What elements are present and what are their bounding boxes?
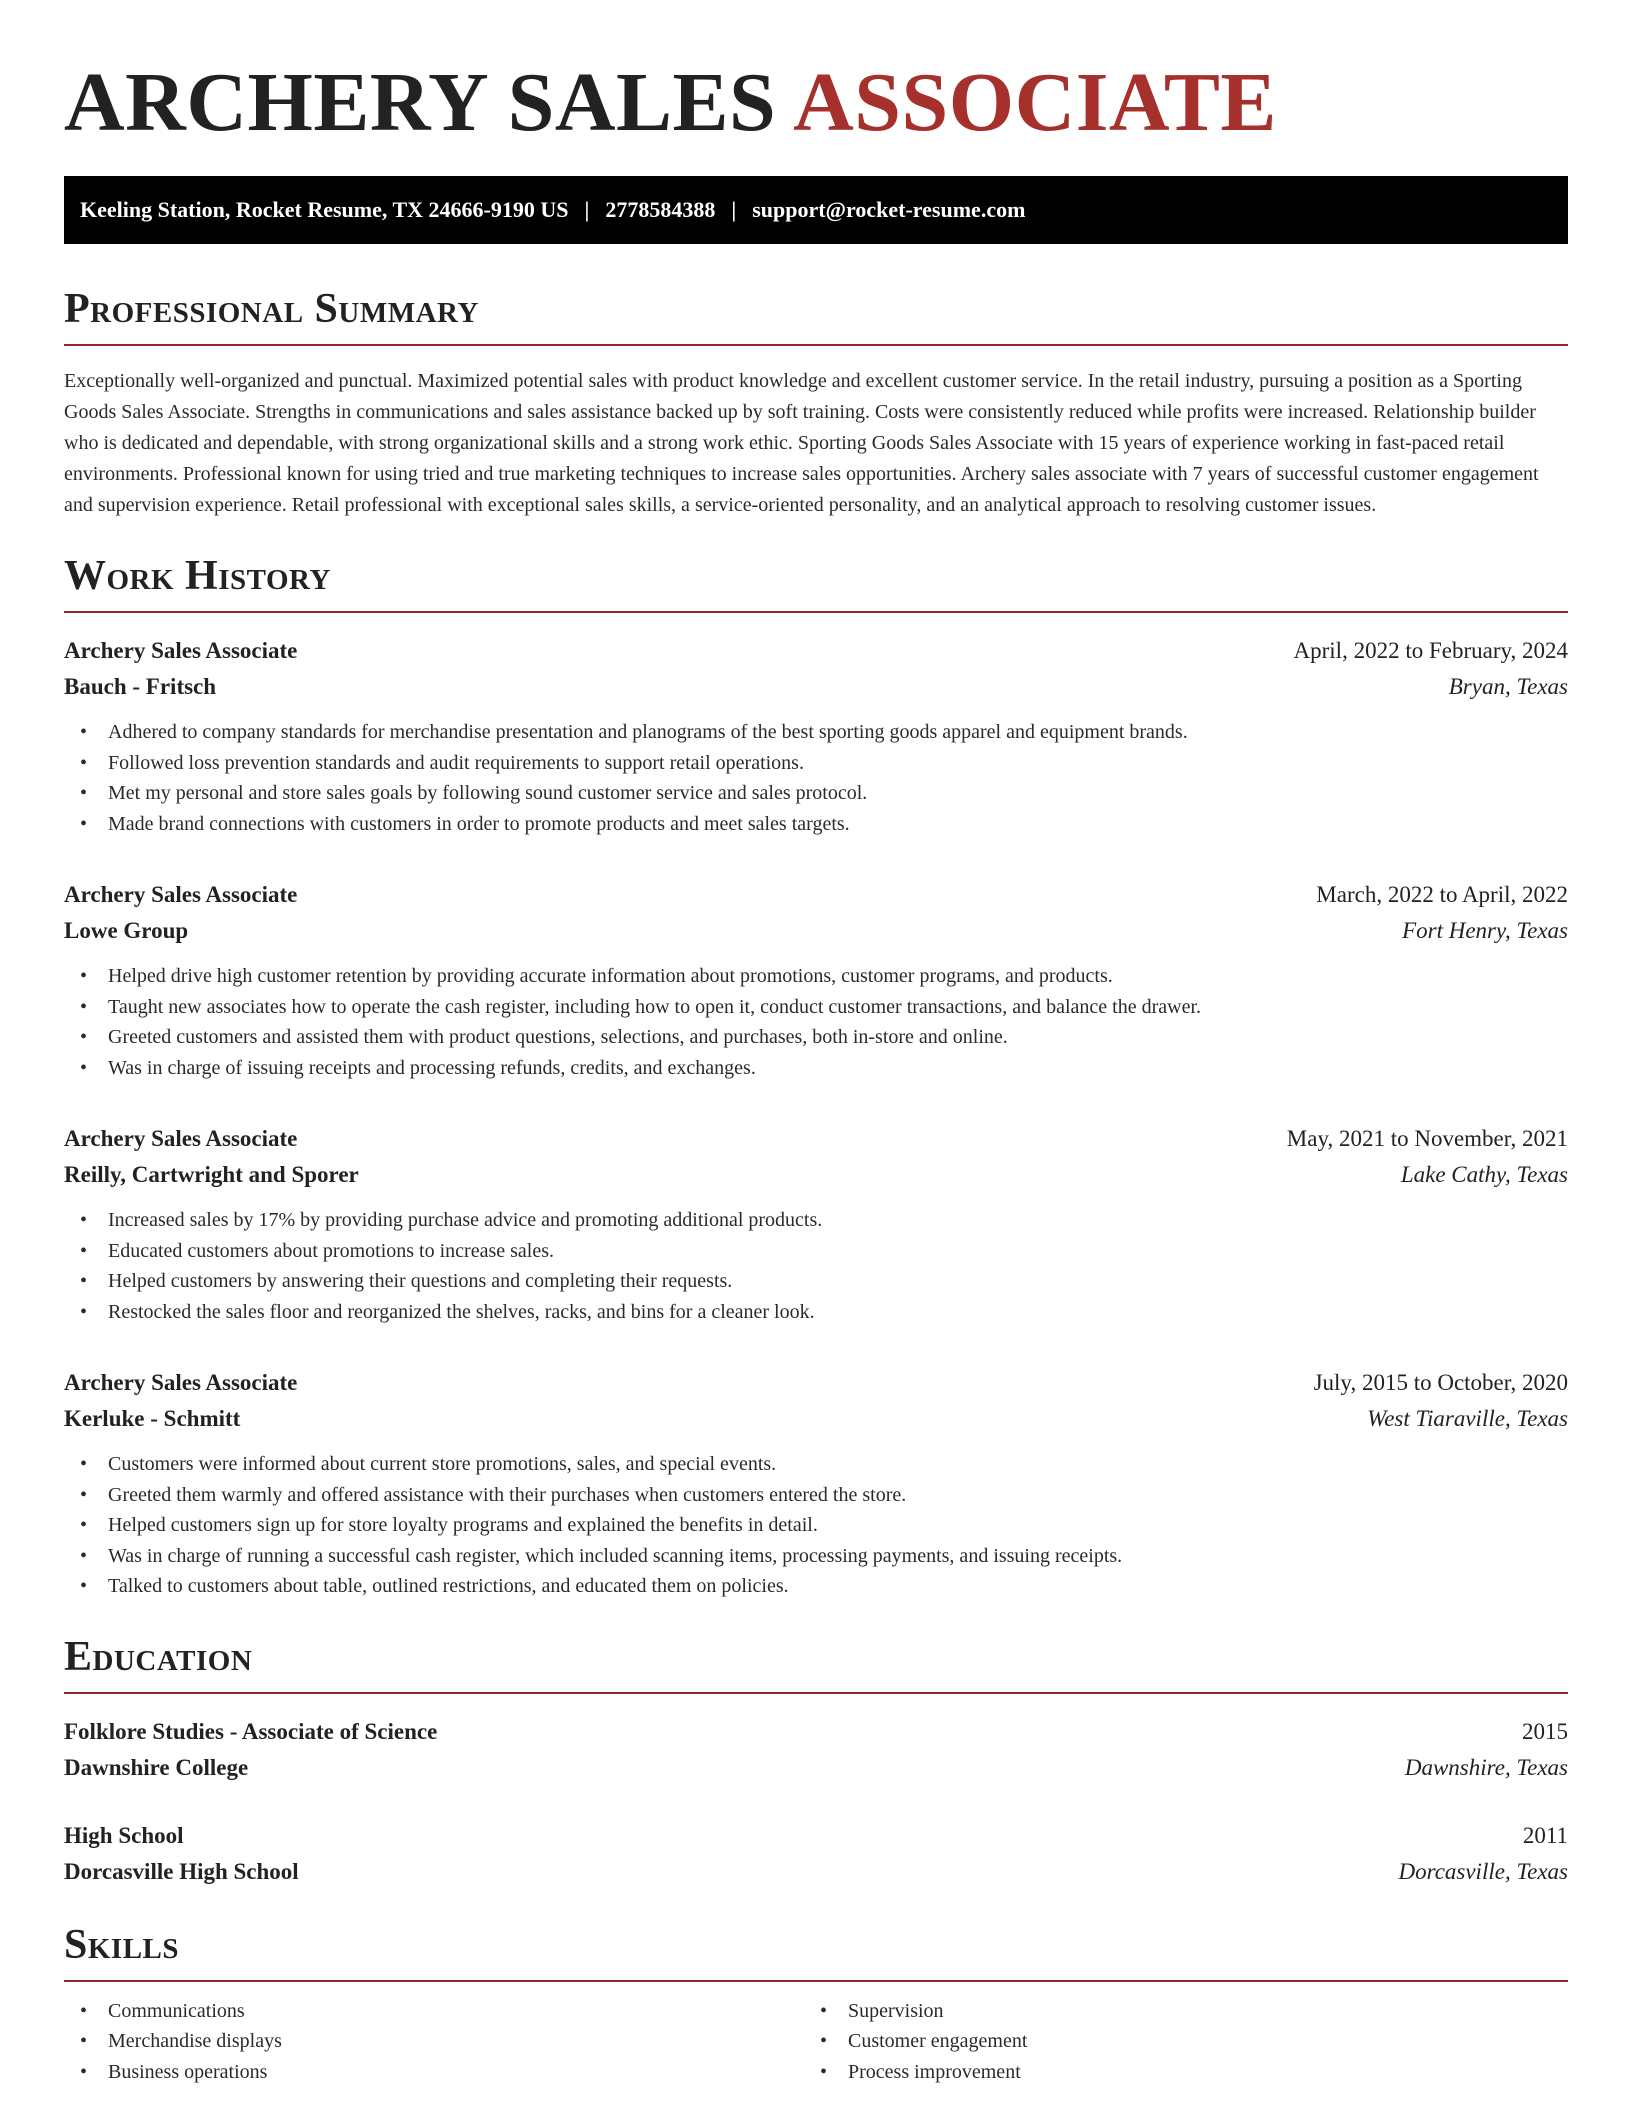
section-work-history [64, 551, 1568, 1602]
education-degree: High School [64, 1822, 184, 1848]
job-role: Archery Sales Associate [64, 638, 298, 663]
contact-address: Keeling Station, Rocket Resume, TX 24666-9190 US [80, 197, 569, 222]
job-bullet: • Followed loss prevention standards and audit requirements to support retail operations. [108, 748, 1568, 779]
job-entry [64, 877, 1568, 1083]
job-dates: March, 2022 to April, 2022 [1316, 882, 1568, 907]
education-location: Dorcasville, Texas [1398, 1858, 1568, 1884]
job-bullet: • Helped drive high customer retention by providing accurate information about promotions, customer programs, and products. [108, 961, 1568, 992]
resume-name [64, 58, 1568, 148]
summary-text: Exceptionally well-organized and punctual. Maximized potential sales with product knowledge and excellent customer service. In the retail industry, pursuing a position as a Sporting Goods Sales Associate. Strengths in communications and sales assistance backed up by soft training. Costs were consistently reduced while profits were increased. Relationship builder who is dedicated and dependable, with strong organizational skills and a strong work ethic. Sporting Goods Sales Associate with 15 years of experience working in fast-paced retail environments. Professional known for using tried and true marketing techniques to increase sales opportunities. Archery sales associate with 7 years of successful customer engagement and supervision experience. Retail professional with exceptional sales skills, a service-oriented personality, and an analytical approach to resolving customer issues. [64, 370, 1539, 516]
section-title-skills: Skills [64, 1920, 1568, 1982]
job-dates: May, 2021 to November, 2021 [1286, 1126, 1568, 1151]
job-bullet: • Met my personal and store sales goals by following sound customer service and sales protocol. [108, 778, 1568, 809]
job-bullet: • Educated customers about promotions to increase sales. [108, 1236, 1568, 1267]
job-bullet: • Customers were informed about current store promotions, sales, and special events. [108, 1449, 1568, 1480]
job-company: Lowe Group [64, 918, 189, 943]
job-company: Bauch - Fritsch [64, 674, 217, 699]
education-degree: Folklore Studies - Associate of Science [64, 1718, 438, 1744]
skills-list [64, 1996, 804, 2088]
job-role: Archery Sales Associate [64, 1126, 298, 1151]
contact-separator: | [731, 197, 737, 222]
job-role: Archery Sales Associate [64, 882, 298, 907]
skills-list [804, 1996, 1544, 2088]
skill-item: • Process improvement [848, 2057, 1544, 2088]
education-year: 2011 [1522, 1822, 1568, 1848]
skill-item: • Customer engagement [848, 2026, 1544, 2057]
job-bullets [64, 961, 1568, 1083]
job-bullet: • Increased sales by 17% by providing purchase advice and promoting additional products. [108, 1205, 1568, 1236]
skills-column-right [804, 1996, 1544, 2088]
contact-phone: 2778584388 [605, 197, 716, 222]
skills-column-left [64, 1996, 804, 2088]
job-company: Reilly, Cartwright and Sporer [64, 1162, 359, 1187]
job-bullet: • Was in charge of issuing receipts and processing refunds, credits, and exchanges. [108, 1053, 1568, 1084]
contact-email: support@rocket-resume.com [752, 197, 1026, 222]
job-role: Archery Sales Associate [64, 1370, 298, 1395]
job-location: West Tiaraville, Texas [1367, 1406, 1568, 1431]
section-title-work: Work History [64, 551, 1568, 613]
job-bullets [64, 1449, 1568, 1602]
job-bullet: • Made brand connections with customers in order to promote products and meet sales targets. [108, 809, 1568, 840]
skill-item: • Business operations [108, 2057, 804, 2088]
contact-separator: | [584, 197, 590, 222]
education-year: 2015 [1522, 1718, 1568, 1744]
job-location: Bryan, Texas [1448, 674, 1568, 699]
section-education [64, 1632, 1568, 1890]
job-bullet: • Helped customers by answering their questions and completing their requests. [108, 1266, 1568, 1297]
job-bullet: • Greeted customers and assisted them with product questions, selections, and purchases, both in-store and online. [108, 1022, 1568, 1053]
resume-page [64, 0, 1568, 2087]
job-entry [64, 1121, 1568, 1327]
job-bullet: • Talked to customers about table, outlined restrictions, and educated them on policies. [108, 1571, 1568, 1602]
section-title-summary: Professional Summary [64, 284, 1568, 346]
job-dates: April, 2022 to February, 2024 [1293, 638, 1568, 663]
job-entry [64, 1365, 1568, 1602]
skills-grid [64, 1996, 1568, 2088]
education-entry [64, 1714, 1568, 1786]
job-company: Kerluke - Schmitt [64, 1406, 241, 1431]
job-bullet: • Taught new associates how to operate the cash register, including how to open it, conduct customer transactions, and balance the drawer. [108, 992, 1568, 1023]
job-location: Lake Cathy, Texas [1400, 1162, 1568, 1187]
skill-item: • Supervision [848, 1996, 1544, 2027]
contact-bar [64, 176, 1568, 244]
job-entry [64, 633, 1568, 839]
education-entry [64, 1818, 1568, 1890]
education-location: Dawnshire, Texas [1404, 1754, 1568, 1780]
job-bullet: • Was in charge of running a successful cash register, which included scanning items, processing payments, and issuing receipts. [108, 1541, 1568, 1572]
section-skills [64, 1920, 1568, 2088]
name-last: ASSOCIATE [793, 56, 1277, 149]
job-bullets [64, 1205, 1568, 1327]
section-title-education: Education [64, 1632, 1568, 1694]
name-first: ARCHERY SALES [64, 56, 777, 149]
job-bullets [64, 717, 1568, 839]
education-school: Dorcasville High School [64, 1858, 299, 1884]
job-location: Fort Henry, Texas [1402, 918, 1568, 943]
skill-item: • Merchandise displays [108, 2026, 804, 2057]
job-dates: July, 2015 to October, 2020 [1313, 1370, 1568, 1395]
skill-item: • Communications [108, 1996, 804, 2027]
job-bullet: • Greeted them warmly and offered assistance with their purchases when customers entered the store. [108, 1480, 1568, 1511]
job-bullet: • Adhered to company standards for merchandise presentation and planograms of the best sporting goods apparel and equipment brands. [108, 717, 1568, 748]
job-bullet: • Restocked the sales floor and reorganized the shelves, racks, and bins for a cleaner look. [108, 1297, 1568, 1328]
education-school: Dawnshire College [64, 1754, 249, 1780]
section-summary [64, 284, 1568, 521]
job-bullet: • Helped customers sign up for store loyalty programs and explained the benefits in detail. [108, 1510, 1568, 1541]
